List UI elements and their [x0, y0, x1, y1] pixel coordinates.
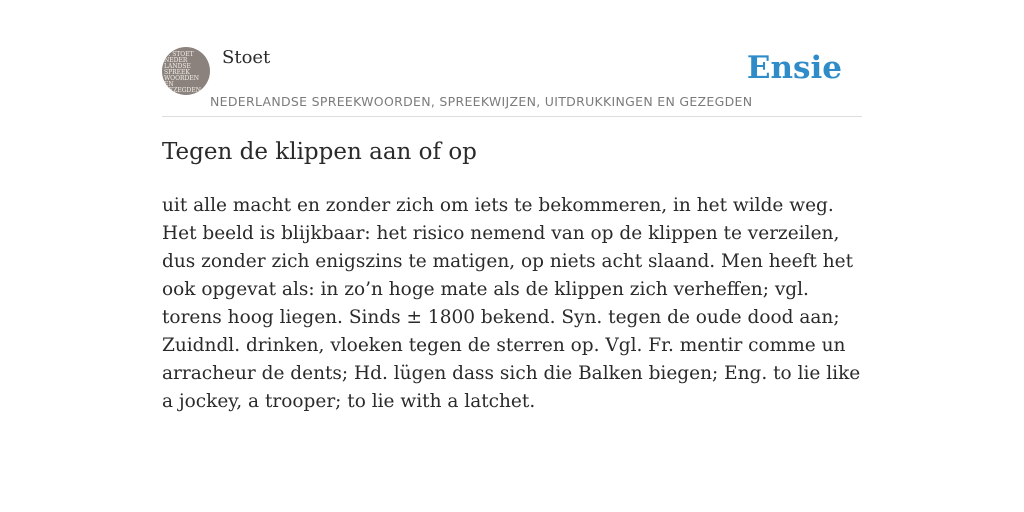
author-name[interactable]: Stoet	[222, 47, 271, 68]
entry-definition: uit alle macht en zonder zich om iets te bekommeren, in het wilde weg. Het beeld is blijkbaar: het risico nemend van op de klippen te verzeilen, dus zonder zich enigszins te matigen, op niets acht slaand. Men heeft het ook opgevat als: in zo’n hoge mate als de klippen zich verheffen; vgl. torens hoog liegen. Sinds ± 1800 bekend. Syn. tegen de oude dood aan; Zuidndl. drinken, vloeken tegen de sterren op. Vgl. Fr. mentir comme un arracheur de dents; Hd. lügen dass sich die Balken biegen; Eng. to lie like a jockey, a trooper; to lie with a latchet.	[162, 195, 861, 412]
brand-logo[interactable]: Ensie	[746, 50, 842, 86]
header	[162, 44, 862, 117]
source-title[interactable]: NEDERLANDSE SPREEKWOORDEN, SPREEKWIJZEN, UITDRUKKINGEN EN GEZEGDEN	[210, 94, 753, 109]
entry-title: Tegen de klippen aan of op	[162, 139, 477, 165]
avatar[interactable]	[162, 47, 210, 95]
avatar-cover-text: C. STOET NEDER LANDSE SPREEK WOORDEN EN GEZEGDEN	[164, 51, 201, 94]
